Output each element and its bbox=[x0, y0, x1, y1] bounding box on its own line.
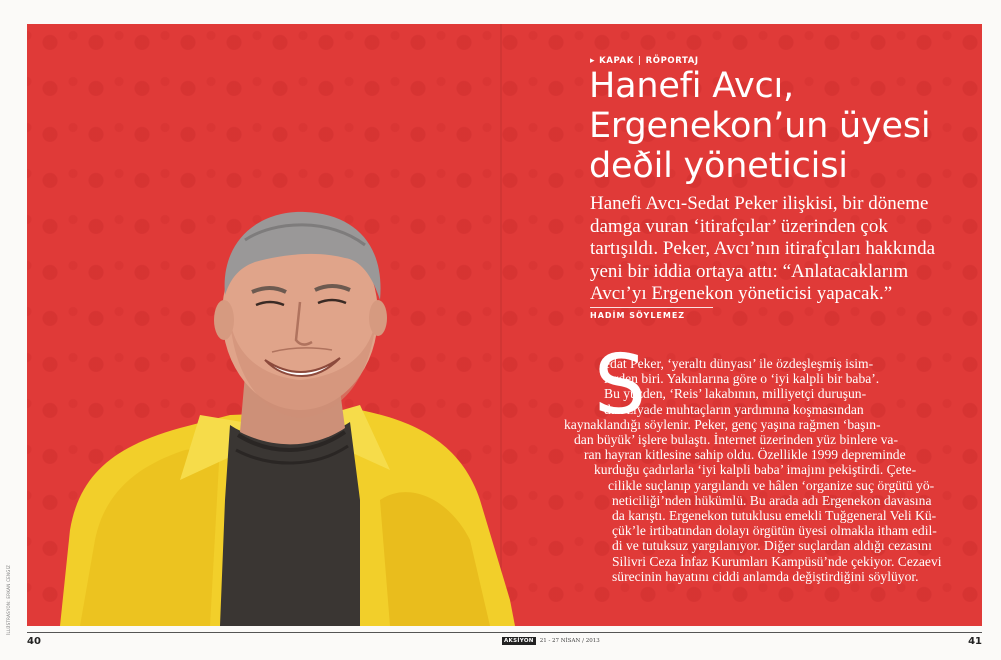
body-line: Bu yüzden, ‘Reis’ lakabının, milliyetçi duruşun- bbox=[604, 386, 867, 402]
footer-masthead bbox=[502, 637, 600, 645]
deck-line-1: Hanefi Avcı-Sedat Peker ilişkisi, bir döneme bbox=[590, 193, 929, 214]
body-line: edat Peker, ‘yeraltı dünyası’ ile özdeşleşmiş isim- bbox=[604, 356, 874, 371]
body-line: sürecinin hayatını ciddi anlamda değiştirdiğini söylüyor. bbox=[612, 568, 919, 584]
article-body bbox=[532, 356, 962, 584]
issue-date: 21 - 27 NİSAN / 2013 bbox=[539, 638, 600, 644]
deck-line-3: tartışıldı. Peker, Avcı’nın itirafçıları hakkında bbox=[590, 238, 936, 259]
body-line: dan büyük’ işlere bulaştı. İnternet üzerinden yüz binlere va- bbox=[574, 432, 898, 448]
deck-summary bbox=[590, 193, 975, 306]
body-line: kaynaklandığı söylenir. Peker, genç yaşına rağmen ‘başın- bbox=[564, 416, 881, 432]
footer-rule bbox=[27, 632, 982, 633]
body-line: dan ziyade muhtaçların yardımına koşmasından bbox=[604, 401, 864, 417]
kicker-section: KAPAK bbox=[599, 56, 634, 66]
page-number-right: 41 bbox=[968, 636, 982, 647]
triangle-right-icon: ▸ bbox=[590, 56, 596, 66]
byline-rule bbox=[590, 307, 713, 308]
section-kicker bbox=[590, 56, 699, 66]
body-line: çük’le irtibatından dolayı örgütün üyesi olmakla itham edil- bbox=[612, 523, 937, 539]
magazine-logo: AKSİYON bbox=[504, 638, 534, 644]
headline bbox=[589, 66, 979, 186]
body-line: neticiliği’nden hükümlü. Bu arada adı Ergenekon davasına bbox=[612, 492, 932, 508]
deck-line-5: Avcı’yı Ergenekon yöneticisi yapacak.” bbox=[590, 283, 893, 304]
body-line: kurduğu çadırlarla ‘iyi kalpli baba’ imajını pekiştirdi. Çete- bbox=[594, 462, 917, 478]
page-number-left: 40 bbox=[27, 636, 41, 647]
headline-line-2: Ergenekon’un üyesi bbox=[589, 106, 931, 146]
author-byline: HADİM SÖYLEMEZ bbox=[590, 311, 686, 320]
body-line: Silivri Ceza İnfaz Kurumları Kampüsü’nde çekiyor. Cezaevi bbox=[612, 553, 942, 569]
headline-line-1: Hanefi Avcı, bbox=[589, 66, 794, 106]
portrait-illustration bbox=[60, 200, 520, 626]
body-line: di ve tutuksuz yargılanıyor. Diğer suçlardan aldığı cezasını bbox=[612, 538, 932, 554]
kicker-separator: | bbox=[637, 56, 642, 66]
body-line: lerden biri. Yakınlarına göre o ‘iyi kalpli bir baba’. bbox=[604, 371, 880, 387]
deck-line-2: damga vuran ‘itirafçılar’ üzerinden çok bbox=[590, 215, 888, 237]
headline-line-3: deðil yöneticisi bbox=[589, 146, 848, 186]
body-line: cilikle suçlanıp yargılandı ve hâlen ‘organize suç örgütü yö- bbox=[608, 477, 935, 493]
illustration-credit: İLLÜSTRASYON: ERKAN CENGİZ bbox=[6, 564, 11, 635]
drop-cap: S bbox=[594, 338, 647, 433]
kicker-type: RÖPORTAJ bbox=[645, 56, 699, 66]
deck-line-4: yeni bir iddia ortaya attı: “Anlatacaklarım bbox=[590, 260, 909, 282]
body-line: ran hayran kitlesine sahip oldu. Özellikle 1999 depreminde bbox=[584, 447, 906, 463]
body-line: da karıştı. Ergenekon tutuklusu emekli Tuğgeneral Veli Kü- bbox=[612, 508, 937, 524]
